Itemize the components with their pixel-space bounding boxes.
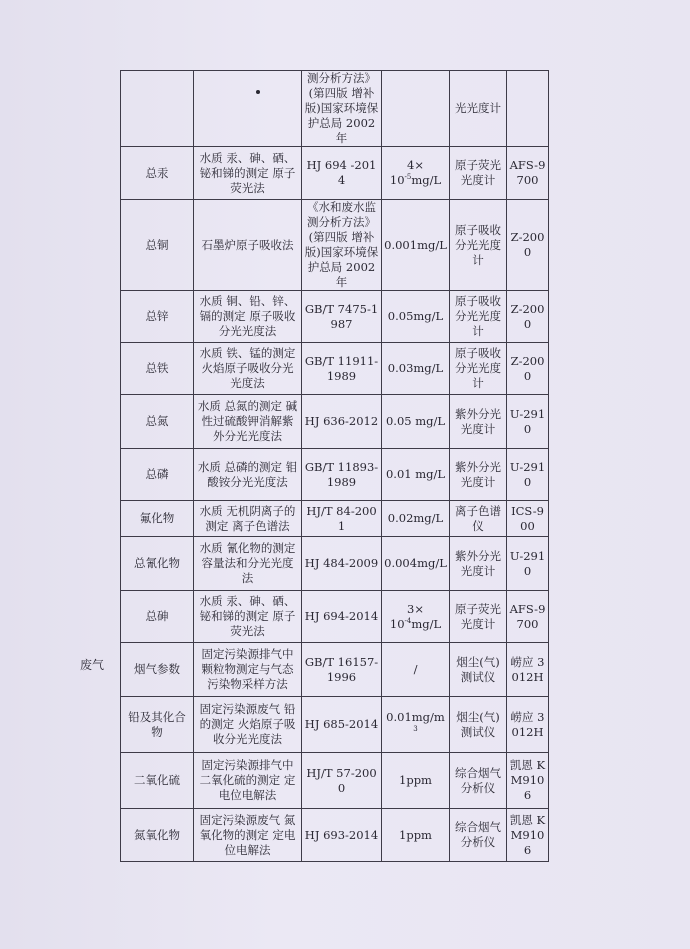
detection-limit-cell: 1ppm: [382, 809, 450, 862]
instrument-cell: 综合烟气分析仪: [450, 809, 507, 862]
monitoring-methods-table: [120, 70, 549, 862]
table-row: [121, 343, 549, 395]
table-row: [121, 449, 549, 501]
model-cell: U-2910: [507, 537, 549, 591]
detection-limit-cell: 0.05mg/L: [382, 291, 450, 343]
standard-cell: HJ 685-2014: [302, 697, 382, 753]
detection-limit-cell: /: [382, 643, 450, 697]
model-cell: 崂应 3012H: [507, 697, 549, 753]
instrument-cell: 紫外分光光度计: [450, 395, 507, 449]
item-cell: 总氮: [121, 395, 194, 449]
detection-limit-cell: 0.05 mg/L: [382, 395, 450, 449]
detection-limit-cell: 0.004mg/L: [382, 537, 450, 591]
method-cell: 固定污染源排气中颗粒物测定与气态污染物采样方法: [194, 643, 302, 697]
method-cell: 水质 汞、砷、硒、铋和锑的测定 原子荧光法: [194, 591, 302, 643]
method-cell: 水质 铜、铅、锌、镉的测定 原子吸收分光光度法: [194, 291, 302, 343]
model-cell: AFS-9700: [507, 147, 549, 200]
standard-cell: 《水和废水监测分析方法》(第四版 增补版)国家环境保护总局 2002年: [302, 200, 382, 291]
model-cell: Z-2000: [507, 343, 549, 395]
method-cell: 水质 铁、锰的测定 火焰原子吸收分光光度法: [194, 343, 302, 395]
model-cell: 凯恩 KM9106: [507, 809, 549, 862]
standard-cell: HJ 694 -2014: [302, 147, 382, 200]
detection-limit-cell: 1ppm: [382, 753, 450, 809]
standard-cell: 测分析方法》(第四版 增补版)国家环境保护总局 2002年: [302, 71, 382, 147]
detection-limit-cell: 4× $10^{-5}mg/L$: [382, 147, 450, 200]
method-cell: 水质 总氮的测定 碱性过硫酸钾消解紫外分光光度法: [194, 395, 302, 449]
item-cell: 总磷: [121, 449, 194, 501]
table-row: [121, 147, 549, 200]
detection-limit-cell: $0.01mg/m^3$: [382, 697, 450, 753]
instrument-cell: 离子色谱仪: [450, 501, 507, 537]
item-cell: 总氰化物: [121, 537, 194, 591]
model-cell: [507, 71, 549, 147]
standard-cell: GB/T 7475-1987: [302, 291, 382, 343]
standard-cell: HJ/T 84-2001: [302, 501, 382, 537]
item-cell: 总砷: [121, 591, 194, 643]
table-row: [121, 809, 549, 862]
standard-cell: GB/T 11893-1989: [302, 449, 382, 501]
model-cell: Z-2000: [507, 200, 549, 291]
model-cell: 凯恩 KM9106: [507, 753, 549, 809]
model-cell: AFS-9700: [507, 591, 549, 643]
standard-cell: HJ/T 57-2000: [302, 753, 382, 809]
item-cell: 氮氧化物: [121, 809, 194, 862]
model-cell: ICS-900: [507, 501, 549, 537]
item-cell: 氟化物: [121, 501, 194, 537]
table-row: [121, 200, 549, 291]
table-row: [121, 501, 549, 537]
detection-limit-cell: 3× $10^{-4}mg/L$: [382, 591, 450, 643]
method-cell: 固定污染源废气 铅的测定 火焰原子吸收分光光度法: [194, 697, 302, 753]
table-row: [121, 753, 549, 809]
item-cell: [121, 71, 194, 147]
table-row: [121, 697, 549, 753]
model-cell: Z-2000: [507, 291, 549, 343]
table-row: [121, 643, 549, 697]
instrument-cell: 光光度计: [450, 71, 507, 147]
model-cell: 崂应 3012H: [507, 643, 549, 697]
item-cell: 烟气参数: [121, 643, 194, 697]
method-cell: 石墨炉原子吸收法: [194, 200, 302, 291]
detection-limit-cell: 0.02mg/L: [382, 501, 450, 537]
method-cell: 水质 无机阴离子的测定 离子色谱法: [194, 501, 302, 537]
item-cell: 二氧化硫: [121, 753, 194, 809]
standard-cell: HJ 636-2012: [302, 395, 382, 449]
standard-cell: GB/T 11911-1989: [302, 343, 382, 395]
detection-limit-cell: 0.001mg/L: [382, 200, 450, 291]
instrument-cell: 原子吸收分光光度计: [450, 291, 507, 343]
category-label-waste-gas: 废气: [80, 658, 105, 672]
standard-cell: HJ 694-2014: [302, 591, 382, 643]
instrument-cell: 紫外分光光度计: [450, 449, 507, 501]
instrument-cell: 紫外分光光度计: [450, 537, 507, 591]
model-cell: U-2910: [507, 449, 549, 501]
standard-cell: HJ 693-2014: [302, 809, 382, 862]
method-cell: 固定污染源排气中二氧化硫的测定 定电位电解法: [194, 753, 302, 809]
item-cell: 总铜: [121, 200, 194, 291]
item-cell: 总汞: [121, 147, 194, 200]
table-row: [121, 395, 549, 449]
item-cell: 总锌: [121, 291, 194, 343]
model-cell: U-2910: [507, 395, 549, 449]
instrument-cell: 原子荧光光度计: [450, 147, 507, 200]
standard-cell: HJ 484-2009: [302, 537, 382, 591]
detection-limit-cell: 0.03mg/L: [382, 343, 450, 395]
instrument-cell: 原子吸收分光光度计: [450, 200, 507, 291]
detection-limit-cell: [382, 71, 450, 147]
detection-limit-cell: 0.01 mg/L: [382, 449, 450, 501]
standard-cell: GB/T 16157-1996: [302, 643, 382, 697]
table-row: [121, 591, 549, 643]
method-cell: [194, 71, 302, 147]
instrument-cell: 烟尘(气)测试仪: [450, 643, 507, 697]
instrument-cell: 综合烟气分析仪: [450, 753, 507, 809]
instrument-cell: 原子吸收分光光度计: [450, 343, 507, 395]
instrument-cell: 烟尘(气)测试仪: [450, 697, 507, 753]
method-cell: 水质 氰化物的测定 容量法和分光光度法: [194, 537, 302, 591]
instrument-cell: 原子荧光光度计: [450, 591, 507, 643]
method-cell: 水质 总磷的测定 钼酸铵分光光度法: [194, 449, 302, 501]
table-row: [121, 291, 549, 343]
table-body: [121, 71, 549, 862]
table-row: [121, 71, 549, 147]
method-cell: 固定污染源废气 氮氧化物的测定 定电位电解法: [194, 809, 302, 862]
table-row: [121, 537, 549, 591]
item-cell: 总铁: [121, 343, 194, 395]
item-cell: 铅及其化合物: [121, 697, 194, 753]
method-cell: 水质 汞、砷、硒、铋和锑的测定 原子荧光法: [194, 147, 302, 200]
